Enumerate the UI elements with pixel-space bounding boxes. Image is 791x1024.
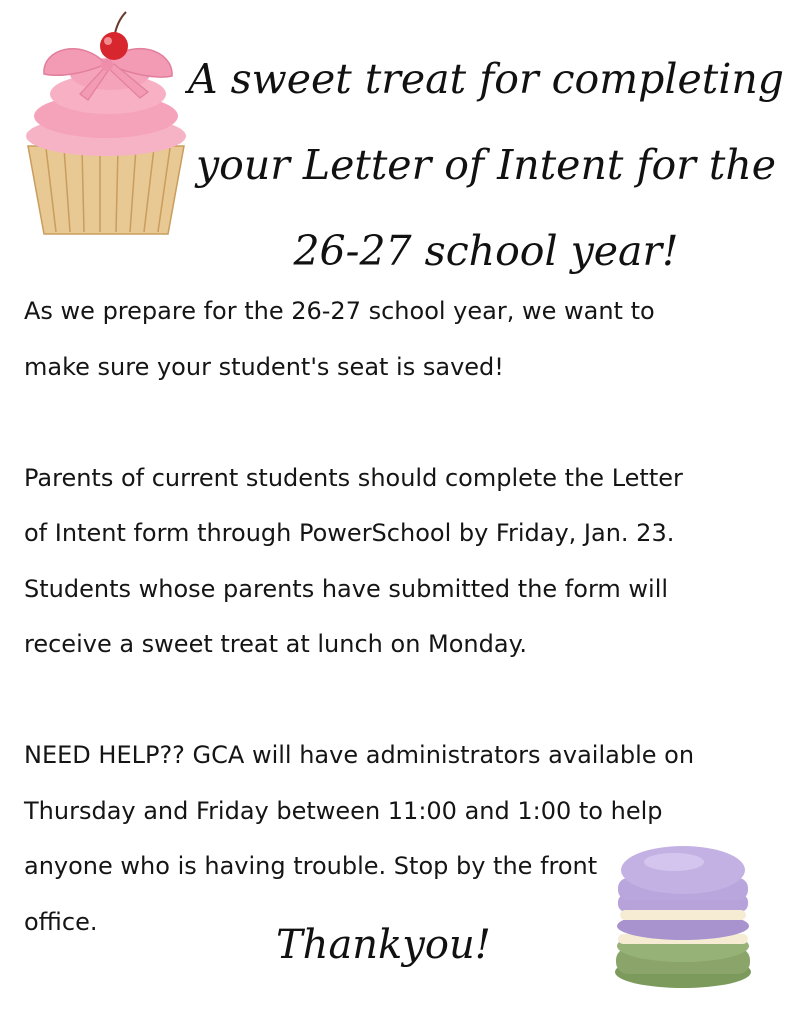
headline-line-2: your Letter of Intent for the [195,141,776,189]
cupcake-illustration [22,8,190,240]
body-line: Thursday and Friday between 11:00 and 1:00 to help [24,796,663,825]
body-line: make sure your student's seat is saved! [24,352,504,381]
body-line: Students whose parents have submitted the form will [24,574,669,603]
macaron-illustration [608,830,758,990]
headline-line-1: A sweet treat for completing [188,55,784,103]
body-line: of Intent form through PowerSchool by Friday, Jan. 23. [24,519,675,547]
body-line: NEED HELP?? GCA will have administrators available on [24,741,695,769]
headline [186,36,786,294]
body-line: As we prepare for the 26-27 school year, we want to [24,297,655,325]
body-line: Parents of current students should complete the Letter [24,463,683,492]
body-line: anyone who is having trouble. Stop by the front [24,852,598,880]
cherry [100,32,128,60]
body-line: office. [24,907,98,936]
closing-signature: Thankyou! [276,922,491,968]
headline-line-3: 26-27 school year! [293,227,679,275]
body-line: receive a sweet treat at lunch on Monday. [24,630,527,658]
